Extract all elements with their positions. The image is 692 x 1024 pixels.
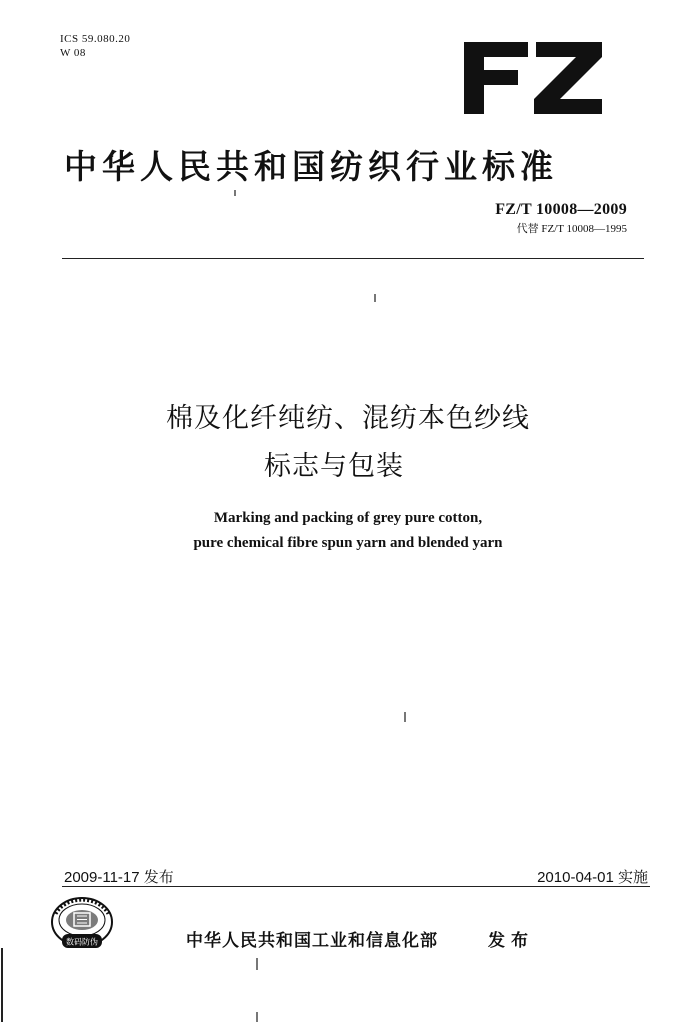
english-title-line-1: Marking and packing of grey pure cotton, [213, 510, 483, 526]
seal-text: 数码防伪 [66, 937, 98, 947]
footer-divider [62, 886, 650, 887]
replaces-standard: 代替 FZ/T 10008—1995 [516, 223, 627, 235]
fz-logo [462, 40, 604, 116]
classification-codes [60, 32, 130, 60]
scan-speck [256, 1012, 258, 1022]
english-title-line-2: pure chemical fibre spun yarn and blended yarn [193, 535, 503, 551]
effective-date: 2010-04-01 实施 [537, 869, 648, 886]
category-code: W 08 [60, 47, 86, 59]
anti-counterfeit-seal-icon [50, 896, 114, 952]
scan-speck [404, 712, 406, 722]
scan-speck [374, 294, 376, 302]
header-divider [62, 258, 644, 259]
scan-speck [234, 190, 236, 196]
chinese-title-line-2: 标志与包装 [264, 451, 404, 482]
industry-standard-title: 中华人民共和国纺织行业标准 [64, 147, 558, 186]
publisher-name: 中华人民共和国工业和信息化部 [186, 931, 438, 951]
scan-speck [256, 958, 258, 970]
standard-number-block [495, 201, 627, 236]
issue-date: 2009-11-17 发布 [64, 869, 174, 886]
chinese-title-line-1: 棉及化纤纯纺、混纺本色纱线 [166, 403, 530, 434]
scan-edge-mark [1, 948, 3, 1022]
ics-code: ICS 59.080.20 [60, 33, 131, 45]
standard-code: FZ/T 10008—2009 [495, 201, 627, 218]
issue-label: 发布 [488, 931, 534, 951]
